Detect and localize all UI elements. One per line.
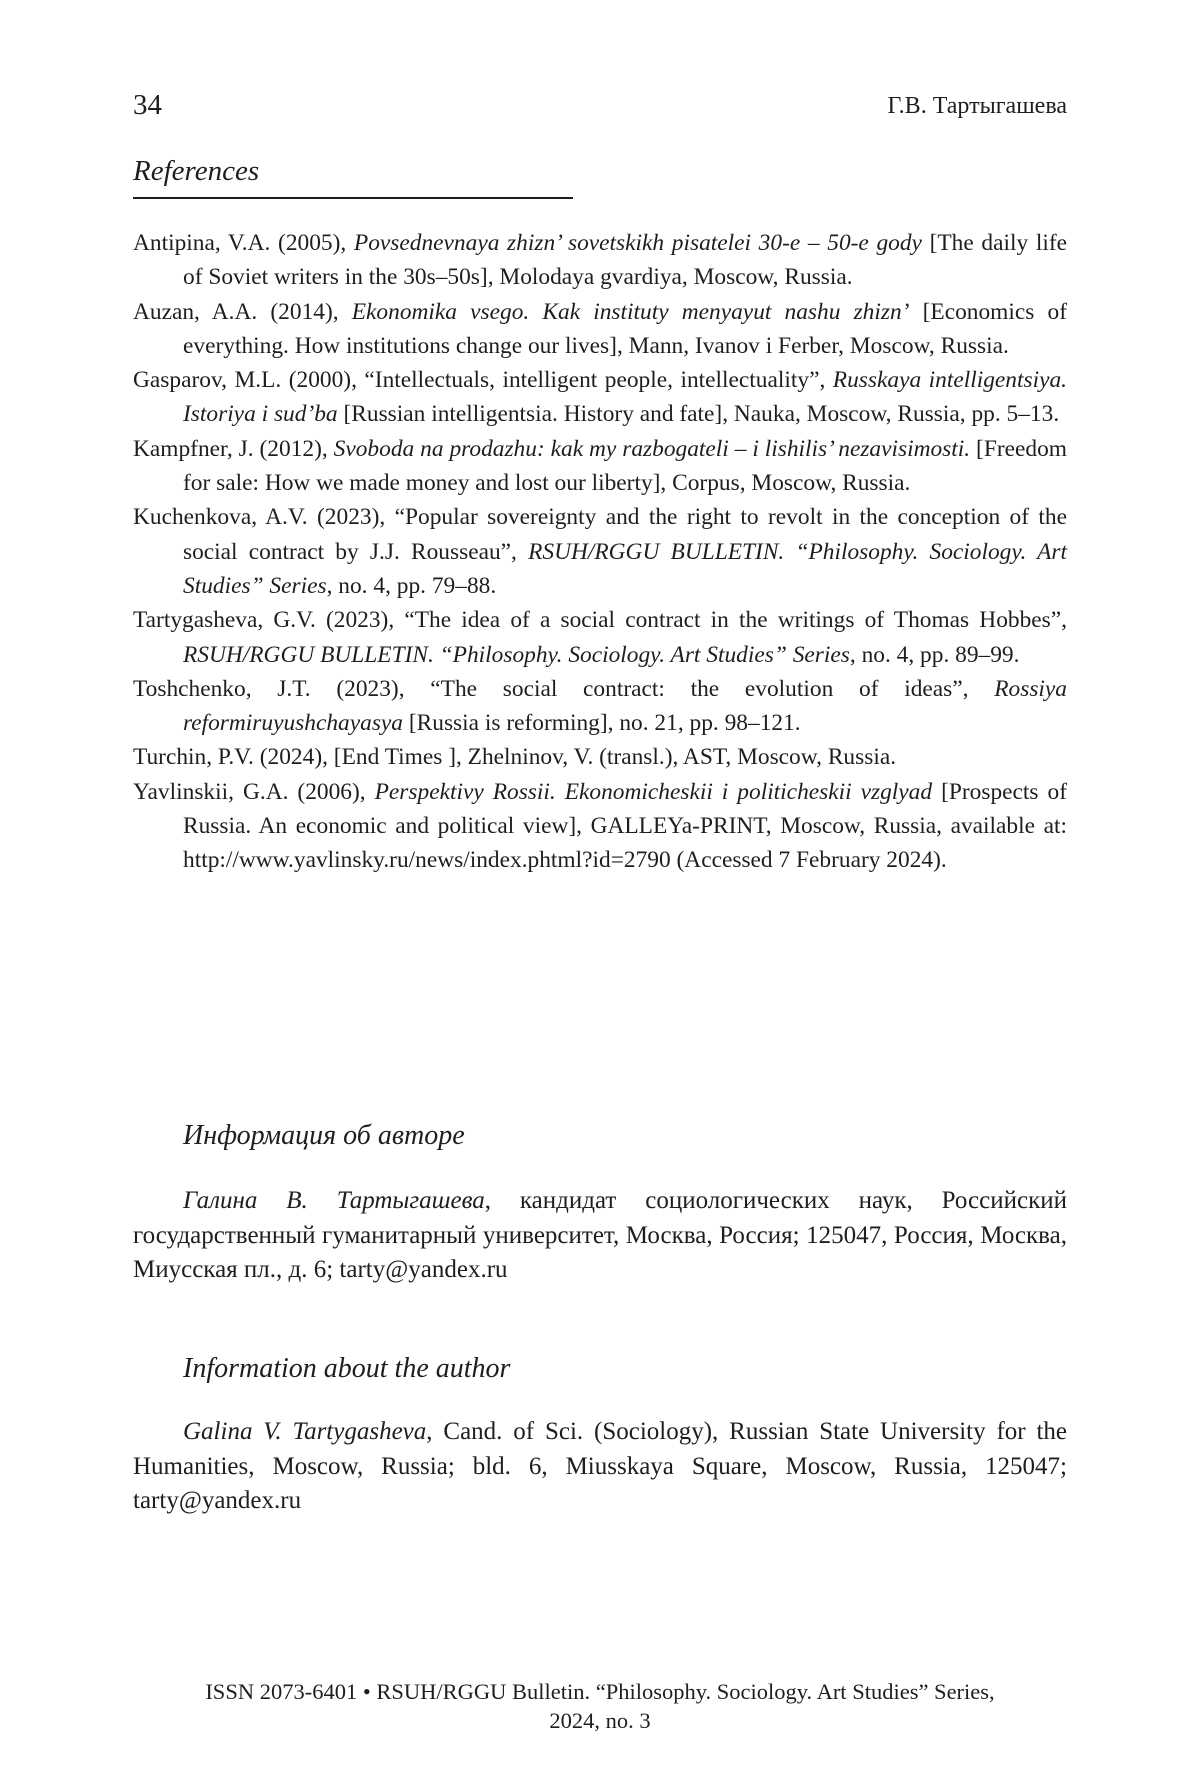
reference-text: Auzan, A.A. (2014), <box>133 299 352 325</box>
references-heading: References <box>133 152 259 190</box>
page-number: 34 <box>133 87 162 123</box>
footer-journal-line: ISSN 2073-6401 • RSUH/RGGU Bulletin. “Philosophy. Sociology. Art Studies” Series, <box>133 1677 1067 1706</box>
reference-text: Kuchenkova, A.V. (2023), “Popular sovereignty and the right to revolt in the conception of the social contract by J.J. Rousseau”, <box>133 504 1067 564</box>
references-rule <box>133 197 573 199</box>
reference-text: Tartygasheva, G.V. (2023), “The idea of a social contract in the writings of Thomas Hobbes”, <box>133 607 1067 633</box>
reference-text: [Russian intelligentsia. History and fate], Nauka, Moscow, Russia, pp. 5–13. <box>338 401 1060 427</box>
reference-text: Gasparov, M.L. (2000), “Intellectuals, intelligent people, intellectuality”, <box>133 367 833 393</box>
reference-title: RSUH/RGGU BULLETIN. “Philosophy. Sociology. Art Studies” Series <box>183 642 850 668</box>
reference-text: Toshchenko, J.T. (2023), “The social contract: the evolution of ideas”, <box>133 676 994 702</box>
author-name-ru: Галина В. Тартыгашева <box>183 1187 485 1214</box>
reference-title: Russkaya intelligentsiya. Istoriya i sud’ba <box>183 367 1067 427</box>
reference-text: , no. 4, pp. 89–99. <box>850 642 1020 668</box>
author-info-heading-en: Information about the author <box>183 1350 510 1388</box>
footer-issue-line: 2024, no. 3 <box>133 1706 1067 1735</box>
reference-text: [Freedom for sale: How we made money and lost our liberty], Corpus, Moscow, Russia. <box>183 436 1067 496</box>
author-name-en: Galina V. Tartygasheva <box>183 1418 426 1445</box>
reference-item <box>133 363 1067 432</box>
reference-text: Yavlinskii, G.A. (2006), <box>133 779 375 805</box>
reference-item <box>133 295 1067 364</box>
author-details-ru: , кандидат социологических наук, Российский государственный гуманитарный университет, Москва, Россия; 125047, Россия, Москва, Миусская пл., д. 6; tarty@yandex.ru <box>133 1187 1067 1283</box>
reference-title: Perspektivy Rossii. Ekonomicheskii i politicheskii vzglyad <box>375 779 932 805</box>
reference-text: , no. 4, pp. 79–88. <box>327 573 497 599</box>
author-info-paragraph-en <box>133 1415 1067 1519</box>
reference-item <box>133 775 1067 878</box>
reference-title: Rossiya reformiruyushchayasya <box>183 676 1067 736</box>
reference-text: [Russia is reforming], no. 21, pp. 98–121. <box>403 710 801 736</box>
reference-text: Turchin, P.V. (2024), [End Times ], Zhelninov, V. (transl.), AST, Moscow, Russia. <box>133 744 896 770</box>
document-page <box>0 0 1200 1780</box>
running-head-author: Г.В. Тартыгашева <box>888 90 1067 122</box>
author-info-heading-ru: Информация об авторе <box>183 1117 465 1155</box>
reference-title: Povsednevnaya zhizn’ sovetskikh pisatelei 30-e – 50-e gody <box>354 230 922 256</box>
reference-text: Antipina, V.A. (2005), <box>133 230 354 256</box>
author-info-paragraph-ru <box>133 1184 1067 1288</box>
reference-item <box>133 500 1067 603</box>
reference-title: RSUH/RGGU BULLETIN. “Philosophy. Sociology. Art Studies” Series <box>183 539 1067 599</box>
reference-text: [Economics of everything. How institutions change our lives], Mann, Ivanov i Ferber, Moscow, Russia. <box>183 299 1067 359</box>
reference-text: [Prospects of Russia. An economic and political view], GALLEYa-PRINT, Moscow, Russia, available at: http://www.yavlinsky.ru/news/index.phtml?id=2790 (Accessed 7 February 2024). <box>183 779 1067 874</box>
reference-item <box>133 226 1067 295</box>
reference-item <box>133 432 1067 501</box>
reference-title: Ekonomika vsego. Kak instituty menyayut nashu zhizn’ <box>352 299 910 325</box>
reference-text: [The daily life of Soviet writers in the 30s–50s], Molodaya gvardiya, Moscow, Russia. <box>183 230 1067 290</box>
reference-item <box>133 603 1067 672</box>
reference-item <box>133 740 1067 774</box>
reference-text: Kampfner, J. (2012), <box>133 436 334 462</box>
reference-item <box>133 672 1067 741</box>
page-footer <box>133 1677 1067 1735</box>
author-details-en: , Cand. of Sci. (Sociology), Russian State University for the Humanities, Moscow, Russia; bld. 6, Miusskaya Square, Moscow, Russia, 125047; tarty@yandex.ru <box>133 1418 1067 1514</box>
reference-list <box>133 226 1067 878</box>
reference-title: Svoboda na prodazhu: kak my razbogateli – i lishilis’ nezavisimosti. <box>334 436 970 462</box>
